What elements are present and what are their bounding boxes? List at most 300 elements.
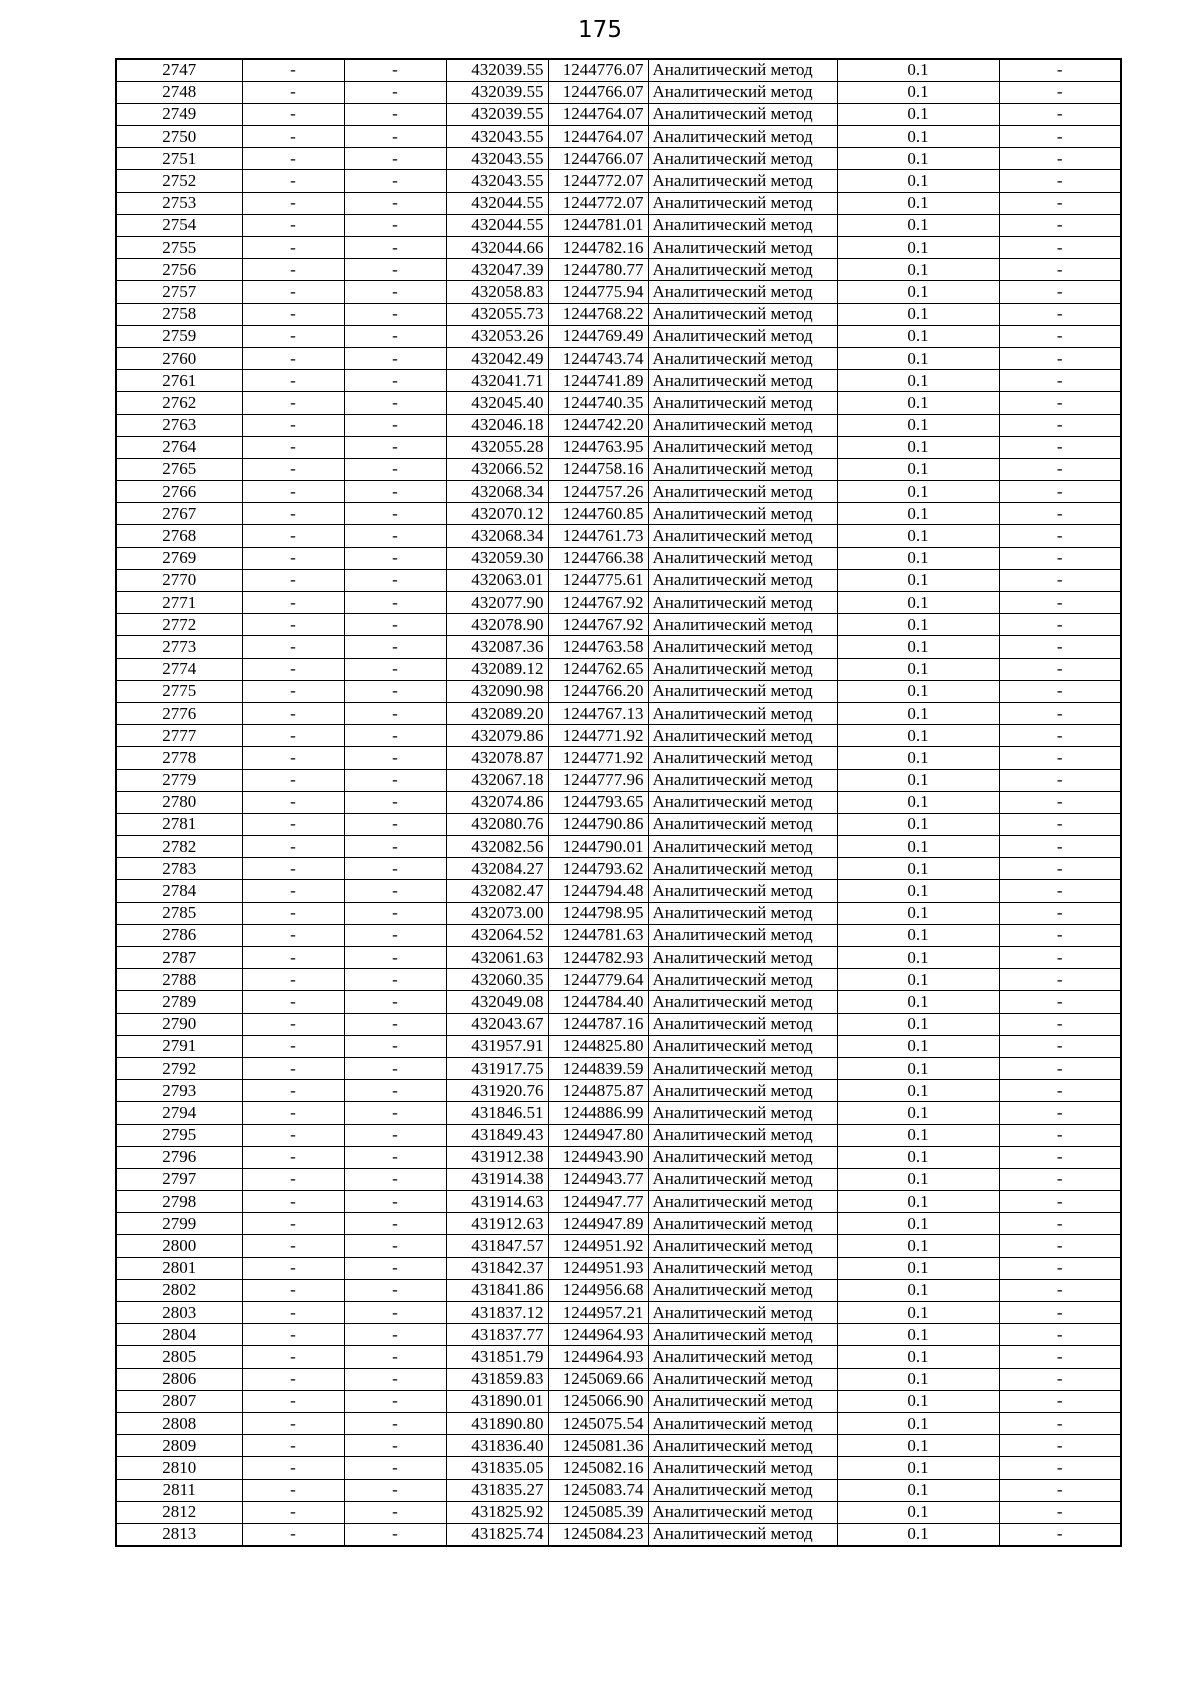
table-row bbox=[116, 325, 1121, 347]
table-row bbox=[116, 547, 1121, 569]
y-coordinate-cell: 1244762.65 bbox=[548, 658, 648, 680]
empty-value-cell: - bbox=[999, 680, 1121, 702]
point-number-cell: 2805 bbox=[116, 1346, 242, 1368]
empty-value-cell: - bbox=[242, 1146, 344, 1168]
table-row bbox=[116, 1235, 1121, 1257]
empty-value-cell: - bbox=[242, 592, 344, 614]
empty-value-cell: - bbox=[344, 303, 446, 325]
point-number-cell: 2796 bbox=[116, 1146, 242, 1168]
method-cell: Аналитический метод bbox=[648, 1479, 837, 1501]
accuracy-cell: 0.1 bbox=[837, 1013, 999, 1035]
empty-value-cell: - bbox=[242, 503, 344, 525]
empty-value-cell: - bbox=[999, 1057, 1121, 1079]
point-number-cell: 2777 bbox=[116, 725, 242, 747]
empty-value-cell: - bbox=[344, 702, 446, 724]
accuracy-cell: 0.1 bbox=[837, 170, 999, 192]
point-number-cell: 2776 bbox=[116, 702, 242, 724]
accuracy-cell: 0.1 bbox=[837, 969, 999, 991]
method-cell: Аналитический метод bbox=[648, 392, 837, 414]
empty-value-cell: - bbox=[999, 947, 1121, 969]
accuracy-cell: 0.1 bbox=[837, 1257, 999, 1279]
x-coordinate-cell: 432041.71 bbox=[446, 370, 548, 392]
empty-value-cell: - bbox=[344, 481, 446, 503]
point-number-cell: 2780 bbox=[116, 791, 242, 813]
method-cell: Аналитический метод bbox=[648, 702, 837, 724]
accuracy-cell: 0.1 bbox=[837, 902, 999, 924]
point-number-cell: 2756 bbox=[116, 259, 242, 281]
point-number-cell: 2813 bbox=[116, 1523, 242, 1545]
empty-value-cell: - bbox=[344, 126, 446, 148]
empty-value-cell: - bbox=[999, 303, 1121, 325]
x-coordinate-cell: 432045.40 bbox=[446, 392, 548, 414]
y-coordinate-cell: 1244763.95 bbox=[548, 436, 648, 458]
y-coordinate-cell: 1244947.77 bbox=[548, 1191, 648, 1213]
table-row bbox=[116, 1412, 1121, 1434]
x-coordinate-cell: 432078.90 bbox=[446, 614, 548, 636]
x-coordinate-cell: 431825.74 bbox=[446, 1523, 548, 1545]
x-coordinate-cell: 432073.00 bbox=[446, 902, 548, 924]
accuracy-cell: 0.1 bbox=[837, 592, 999, 614]
table-row bbox=[116, 858, 1121, 880]
point-number-cell: 2750 bbox=[116, 126, 242, 148]
empty-value-cell: - bbox=[344, 81, 446, 103]
point-number-cell: 2794 bbox=[116, 1102, 242, 1124]
empty-value-cell: - bbox=[242, 1346, 344, 1368]
method-cell: Аналитический метод bbox=[648, 303, 837, 325]
x-coordinate-cell: 432044.55 bbox=[446, 214, 548, 236]
point-number-cell: 2747 bbox=[116, 59, 242, 81]
y-coordinate-cell: 1244947.89 bbox=[548, 1213, 648, 1235]
empty-value-cell: - bbox=[242, 436, 344, 458]
x-coordinate-cell: 432039.55 bbox=[446, 103, 548, 125]
empty-value-cell: - bbox=[344, 259, 446, 281]
accuracy-cell: 0.1 bbox=[837, 1279, 999, 1301]
method-cell: Аналитический метод bbox=[648, 525, 837, 547]
point-number-cell: 2790 bbox=[116, 1013, 242, 1035]
y-coordinate-cell: 1244798.95 bbox=[548, 902, 648, 924]
table-row bbox=[116, 103, 1121, 125]
empty-value-cell: - bbox=[999, 1390, 1121, 1412]
accuracy-cell: 0.1 bbox=[837, 1057, 999, 1079]
y-coordinate-cell: 1244775.94 bbox=[548, 281, 648, 303]
method-cell: Аналитический метод bbox=[648, 170, 837, 192]
method-cell: Аналитический метод bbox=[648, 813, 837, 835]
empty-value-cell: - bbox=[242, 747, 344, 769]
table-row bbox=[116, 1368, 1121, 1390]
method-cell: Аналитический метод bbox=[648, 1412, 837, 1434]
empty-value-cell: - bbox=[344, 569, 446, 591]
empty-value-cell: - bbox=[999, 1124, 1121, 1146]
empty-value-cell: - bbox=[999, 1523, 1121, 1545]
x-coordinate-cell: 432077.90 bbox=[446, 592, 548, 614]
empty-value-cell: - bbox=[242, 569, 344, 591]
point-number-cell: 2791 bbox=[116, 1035, 242, 1057]
x-coordinate-cell: 432080.76 bbox=[446, 813, 548, 835]
method-cell: Аналитический метод bbox=[648, 458, 837, 480]
empty-value-cell: - bbox=[344, 969, 446, 991]
table-row bbox=[116, 1257, 1121, 1279]
empty-value-cell: - bbox=[242, 81, 344, 103]
method-cell: Аналитический метод bbox=[648, 658, 837, 680]
empty-value-cell: - bbox=[344, 370, 446, 392]
point-number-cell: 2803 bbox=[116, 1302, 242, 1324]
empty-value-cell: - bbox=[242, 481, 344, 503]
accuracy-cell: 0.1 bbox=[837, 503, 999, 525]
empty-value-cell: - bbox=[344, 725, 446, 747]
method-cell: Аналитический метод bbox=[648, 1501, 837, 1523]
point-number-cell: 2759 bbox=[116, 325, 242, 347]
x-coordinate-cell: 432043.55 bbox=[446, 148, 548, 170]
x-coordinate-cell: 432061.63 bbox=[446, 947, 548, 969]
empty-value-cell: - bbox=[242, 347, 344, 369]
x-coordinate-cell: 432087.36 bbox=[446, 636, 548, 658]
table-row bbox=[116, 370, 1121, 392]
accuracy-cell: 0.1 bbox=[837, 259, 999, 281]
accuracy-cell: 0.1 bbox=[837, 126, 999, 148]
table-row bbox=[116, 192, 1121, 214]
x-coordinate-cell: 431837.77 bbox=[446, 1324, 548, 1346]
y-coordinate-cell: 1244772.07 bbox=[548, 192, 648, 214]
accuracy-cell: 0.1 bbox=[837, 1412, 999, 1434]
point-number-cell: 2795 bbox=[116, 1124, 242, 1146]
point-number-cell: 2782 bbox=[116, 836, 242, 858]
table-row bbox=[116, 259, 1121, 281]
y-coordinate-cell: 1244742.20 bbox=[548, 414, 648, 436]
empty-value-cell: - bbox=[999, 769, 1121, 791]
empty-value-cell: - bbox=[242, 259, 344, 281]
accuracy-cell: 0.1 bbox=[837, 1191, 999, 1213]
empty-value-cell: - bbox=[344, 458, 446, 480]
table-row bbox=[116, 1523, 1121, 1545]
point-number-cell: 2749 bbox=[116, 103, 242, 125]
accuracy-cell: 0.1 bbox=[837, 414, 999, 436]
point-number-cell: 2770 bbox=[116, 569, 242, 591]
empty-value-cell: - bbox=[999, 126, 1121, 148]
accuracy-cell: 0.1 bbox=[837, 1102, 999, 1124]
method-cell: Аналитический метод bbox=[648, 1191, 837, 1213]
empty-value-cell: - bbox=[242, 525, 344, 547]
empty-value-cell: - bbox=[344, 947, 446, 969]
x-coordinate-cell: 432066.52 bbox=[446, 458, 548, 480]
empty-value-cell: - bbox=[344, 1146, 446, 1168]
point-number-cell: 2775 bbox=[116, 680, 242, 702]
method-cell: Аналитический метод bbox=[648, 902, 837, 924]
method-cell: Аналитический метод bbox=[648, 414, 837, 436]
method-cell: Аналитический метод bbox=[648, 636, 837, 658]
empty-value-cell: - bbox=[242, 237, 344, 259]
point-number-cell: 2779 bbox=[116, 769, 242, 791]
y-coordinate-cell: 1244777.96 bbox=[548, 769, 648, 791]
empty-value-cell: - bbox=[344, 170, 446, 192]
y-coordinate-cell: 1244839.59 bbox=[548, 1057, 648, 1079]
empty-value-cell: - bbox=[242, 725, 344, 747]
empty-value-cell: - bbox=[242, 614, 344, 636]
y-coordinate-cell: 1244741.89 bbox=[548, 370, 648, 392]
method-cell: Аналитический метод bbox=[648, 680, 837, 702]
empty-value-cell: - bbox=[242, 924, 344, 946]
accuracy-cell: 0.1 bbox=[837, 1457, 999, 1479]
empty-value-cell: - bbox=[999, 170, 1121, 192]
empty-value-cell: - bbox=[242, 59, 344, 81]
empty-value-cell: - bbox=[242, 836, 344, 858]
empty-value-cell: - bbox=[344, 858, 446, 880]
table-row bbox=[116, 1479, 1121, 1501]
table-row bbox=[116, 592, 1121, 614]
table-row bbox=[116, 702, 1121, 724]
accuracy-cell: 0.1 bbox=[837, 924, 999, 946]
accuracy-cell: 0.1 bbox=[837, 237, 999, 259]
empty-value-cell: - bbox=[999, 414, 1121, 436]
empty-value-cell: - bbox=[344, 1435, 446, 1457]
empty-value-cell: - bbox=[999, 325, 1121, 347]
table-row bbox=[116, 725, 1121, 747]
y-coordinate-cell: 1244825.80 bbox=[548, 1035, 648, 1057]
empty-value-cell: - bbox=[999, 747, 1121, 769]
x-coordinate-cell: 432082.56 bbox=[446, 836, 548, 858]
coordinates-table bbox=[115, 58, 1122, 1547]
empty-value-cell: - bbox=[344, 592, 446, 614]
empty-value-cell: - bbox=[242, 370, 344, 392]
point-number-cell: 2808 bbox=[116, 1412, 242, 1434]
x-coordinate-cell: 431835.05 bbox=[446, 1457, 548, 1479]
accuracy-cell: 0.1 bbox=[837, 702, 999, 724]
x-coordinate-cell: 432063.01 bbox=[446, 569, 548, 591]
y-coordinate-cell: 1245069.66 bbox=[548, 1368, 648, 1390]
empty-value-cell: - bbox=[999, 259, 1121, 281]
empty-value-cell: - bbox=[242, 769, 344, 791]
x-coordinate-cell: 432043.67 bbox=[446, 1013, 548, 1035]
y-coordinate-cell: 1244956.68 bbox=[548, 1279, 648, 1301]
empty-value-cell: - bbox=[999, 370, 1121, 392]
accuracy-cell: 0.1 bbox=[837, 281, 999, 303]
x-coordinate-cell: 431841.86 bbox=[446, 1279, 548, 1301]
table-row bbox=[116, 1457, 1121, 1479]
accuracy-cell: 0.1 bbox=[837, 1368, 999, 1390]
x-coordinate-cell: 432043.55 bbox=[446, 170, 548, 192]
accuracy-cell: 0.1 bbox=[837, 569, 999, 591]
y-coordinate-cell: 1245066.90 bbox=[548, 1390, 648, 1412]
accuracy-cell: 0.1 bbox=[837, 392, 999, 414]
empty-value-cell: - bbox=[999, 1412, 1121, 1434]
accuracy-cell: 0.1 bbox=[837, 658, 999, 680]
point-number-cell: 2810 bbox=[116, 1457, 242, 1479]
y-coordinate-cell: 1244776.07 bbox=[548, 59, 648, 81]
method-cell: Аналитический метод bbox=[648, 259, 837, 281]
point-number-cell: 2769 bbox=[116, 547, 242, 569]
table-row bbox=[116, 1191, 1121, 1213]
method-cell: Аналитический метод bbox=[648, 281, 837, 303]
empty-value-cell: - bbox=[999, 902, 1121, 924]
y-coordinate-cell: 1244740.35 bbox=[548, 392, 648, 414]
x-coordinate-cell: 431914.63 bbox=[446, 1191, 548, 1213]
accuracy-cell: 0.1 bbox=[837, 59, 999, 81]
table-row bbox=[116, 1324, 1121, 1346]
point-number-cell: 2755 bbox=[116, 237, 242, 259]
table-row bbox=[116, 126, 1121, 148]
empty-value-cell: - bbox=[242, 170, 344, 192]
method-cell: Аналитический метод bbox=[648, 1213, 837, 1235]
x-coordinate-cell: 431842.37 bbox=[446, 1257, 548, 1279]
table-row bbox=[116, 525, 1121, 547]
accuracy-cell: 0.1 bbox=[837, 525, 999, 547]
x-coordinate-cell: 432044.66 bbox=[446, 237, 548, 259]
empty-value-cell: - bbox=[999, 1235, 1121, 1257]
empty-value-cell: - bbox=[999, 725, 1121, 747]
empty-value-cell: - bbox=[344, 525, 446, 547]
empty-value-cell: - bbox=[344, 1501, 446, 1523]
empty-value-cell: - bbox=[344, 1168, 446, 1190]
empty-value-cell: - bbox=[344, 1013, 446, 1035]
accuracy-cell: 0.1 bbox=[837, 303, 999, 325]
empty-value-cell: - bbox=[344, 1279, 446, 1301]
empty-value-cell: - bbox=[242, 1035, 344, 1057]
accuracy-cell: 0.1 bbox=[837, 1080, 999, 1102]
y-coordinate-cell: 1244943.90 bbox=[548, 1146, 648, 1168]
point-number-cell: 2763 bbox=[116, 414, 242, 436]
y-coordinate-cell: 1244766.07 bbox=[548, 81, 648, 103]
y-coordinate-cell: 1245075.54 bbox=[548, 1412, 648, 1434]
empty-value-cell: - bbox=[999, 1324, 1121, 1346]
point-number-cell: 2806 bbox=[116, 1368, 242, 1390]
empty-value-cell: - bbox=[344, 1235, 446, 1257]
empty-value-cell: - bbox=[242, 547, 344, 569]
table-row bbox=[116, 1124, 1121, 1146]
x-coordinate-cell: 431851.79 bbox=[446, 1346, 548, 1368]
table-row bbox=[116, 969, 1121, 991]
table-row bbox=[116, 1102, 1121, 1124]
method-cell: Аналитический метод bbox=[648, 503, 837, 525]
accuracy-cell: 0.1 bbox=[837, 81, 999, 103]
table-row bbox=[116, 614, 1121, 636]
empty-value-cell: - bbox=[242, 1479, 344, 1501]
table-row bbox=[116, 924, 1121, 946]
table-row bbox=[116, 458, 1121, 480]
point-number-cell: 2798 bbox=[116, 1191, 242, 1213]
empty-value-cell: - bbox=[242, 1457, 344, 1479]
empty-value-cell: - bbox=[242, 414, 344, 436]
table-row bbox=[116, 1279, 1121, 1301]
table-row bbox=[116, 991, 1121, 1013]
accuracy-cell: 0.1 bbox=[837, 1235, 999, 1257]
y-coordinate-cell: 1244781.01 bbox=[548, 214, 648, 236]
empty-value-cell: - bbox=[999, 1368, 1121, 1390]
table-row bbox=[116, 392, 1121, 414]
empty-value-cell: - bbox=[344, 836, 446, 858]
method-cell: Аналитический метод bbox=[648, 725, 837, 747]
empty-value-cell: - bbox=[242, 636, 344, 658]
y-coordinate-cell: 1244790.01 bbox=[548, 836, 648, 858]
method-cell: Аналитический метод bbox=[648, 969, 837, 991]
point-number-cell: 2778 bbox=[116, 747, 242, 769]
y-coordinate-cell: 1244766.38 bbox=[548, 547, 648, 569]
table-row bbox=[116, 947, 1121, 969]
point-number-cell: 2801 bbox=[116, 1257, 242, 1279]
x-coordinate-cell: 432068.34 bbox=[446, 525, 548, 547]
method-cell: Аналитический метод bbox=[648, 791, 837, 813]
empty-value-cell: - bbox=[999, 969, 1121, 991]
empty-value-cell: - bbox=[344, 1324, 446, 1346]
empty-value-cell: - bbox=[344, 1412, 446, 1434]
y-coordinate-cell: 1244763.58 bbox=[548, 636, 648, 658]
method-cell: Аналитический метод bbox=[648, 1013, 837, 1035]
method-cell: Аналитический метод bbox=[648, 1457, 837, 1479]
method-cell: Аналитический метод bbox=[648, 747, 837, 769]
empty-value-cell: - bbox=[999, 991, 1121, 1013]
point-number-cell: 2793 bbox=[116, 1080, 242, 1102]
y-coordinate-cell: 1244793.62 bbox=[548, 858, 648, 880]
method-cell: Аналитический метод bbox=[648, 148, 837, 170]
empty-value-cell: - bbox=[242, 1191, 344, 1213]
y-coordinate-cell: 1244964.93 bbox=[548, 1324, 648, 1346]
empty-value-cell: - bbox=[242, 281, 344, 303]
empty-value-cell: - bbox=[999, 1080, 1121, 1102]
table-row bbox=[116, 1146, 1121, 1168]
table-row bbox=[116, 1435, 1121, 1457]
y-coordinate-cell: 1244782.93 bbox=[548, 947, 648, 969]
empty-value-cell: - bbox=[344, 791, 446, 813]
empty-value-cell: - bbox=[999, 1302, 1121, 1324]
y-coordinate-cell: 1244767.92 bbox=[548, 592, 648, 614]
table-row bbox=[116, 347, 1121, 369]
x-coordinate-cell: 432074.86 bbox=[446, 791, 548, 813]
table-row bbox=[116, 747, 1121, 769]
accuracy-cell: 0.1 bbox=[837, 1435, 999, 1457]
empty-value-cell: - bbox=[999, 148, 1121, 170]
empty-value-cell: - bbox=[344, 347, 446, 369]
empty-value-cell: - bbox=[242, 1435, 344, 1457]
empty-value-cell: - bbox=[242, 1390, 344, 1412]
x-coordinate-cell: 432070.12 bbox=[446, 503, 548, 525]
table-row bbox=[116, 902, 1121, 924]
y-coordinate-cell: 1244771.92 bbox=[548, 747, 648, 769]
empty-value-cell: - bbox=[242, 325, 344, 347]
x-coordinate-cell: 431836.40 bbox=[446, 1435, 548, 1457]
method-cell: Аналитический метод bbox=[648, 569, 837, 591]
method-cell: Аналитический метод bbox=[648, 370, 837, 392]
accuracy-cell: 0.1 bbox=[837, 1213, 999, 1235]
accuracy-cell: 0.1 bbox=[837, 1035, 999, 1057]
point-number-cell: 2754 bbox=[116, 214, 242, 236]
empty-value-cell: - bbox=[999, 858, 1121, 880]
y-coordinate-cell: 1244793.65 bbox=[548, 791, 648, 813]
method-cell: Аналитический метод bbox=[648, 1035, 837, 1057]
accuracy-cell: 0.1 bbox=[837, 1146, 999, 1168]
y-coordinate-cell: 1244772.07 bbox=[548, 170, 648, 192]
point-number-cell: 2807 bbox=[116, 1390, 242, 1412]
empty-value-cell: - bbox=[242, 458, 344, 480]
empty-value-cell: - bbox=[344, 1523, 446, 1545]
point-number-cell: 2748 bbox=[116, 81, 242, 103]
table-row bbox=[116, 414, 1121, 436]
method-cell: Аналитический метод bbox=[648, 1279, 837, 1301]
x-coordinate-cell: 432082.47 bbox=[446, 880, 548, 902]
table-row bbox=[116, 1013, 1121, 1035]
empty-value-cell: - bbox=[999, 347, 1121, 369]
x-coordinate-cell: 431890.80 bbox=[446, 1412, 548, 1434]
accuracy-cell: 0.1 bbox=[837, 192, 999, 214]
point-number-cell: 2766 bbox=[116, 481, 242, 503]
point-number-cell: 2765 bbox=[116, 458, 242, 480]
y-coordinate-cell: 1245081.36 bbox=[548, 1435, 648, 1457]
y-coordinate-cell: 1244767.92 bbox=[548, 614, 648, 636]
empty-value-cell: - bbox=[242, 880, 344, 902]
empty-value-cell: - bbox=[999, 481, 1121, 503]
method-cell: Аналитический метод bbox=[648, 1257, 837, 1279]
empty-value-cell: - bbox=[344, 392, 446, 414]
accuracy-cell: 0.1 bbox=[837, 148, 999, 170]
point-number-cell: 2751 bbox=[116, 148, 242, 170]
table-row bbox=[116, 680, 1121, 702]
